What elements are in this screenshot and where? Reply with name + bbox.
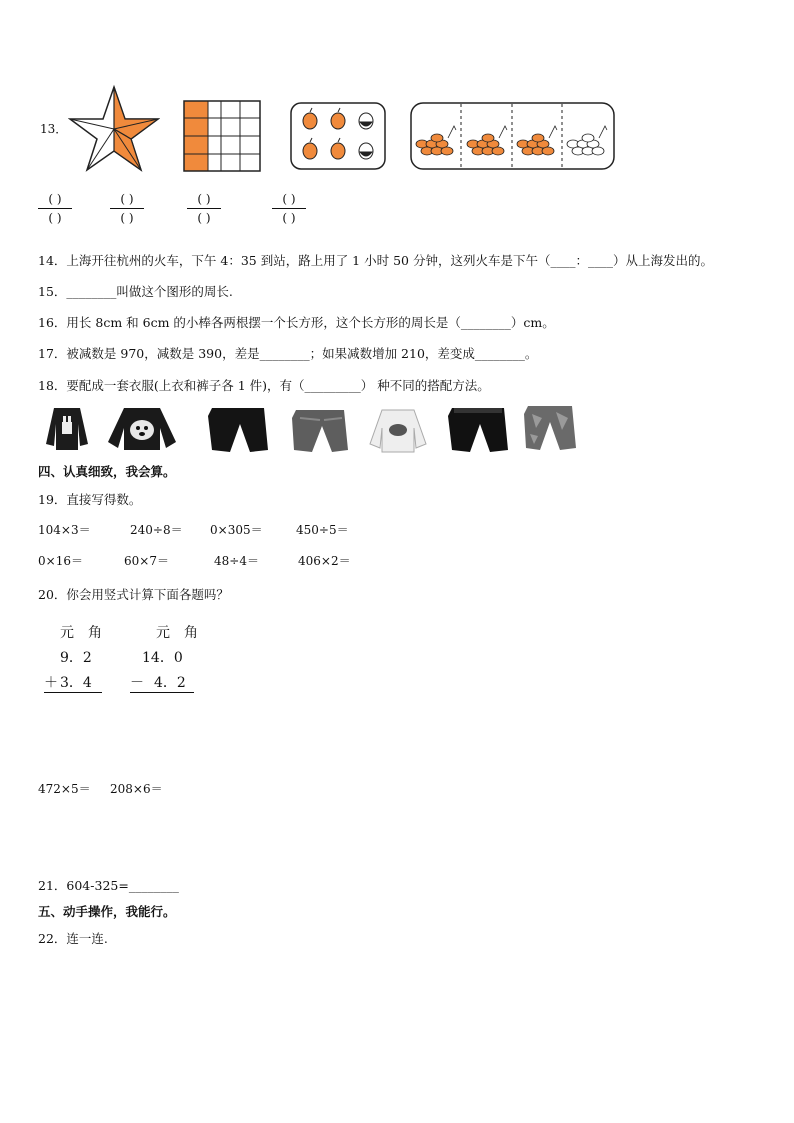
q14-text: 14．上海开往杭州的火车，下午 4：35 到站，路上用了 1 小时 50 分钟，这列火车是下午（____：____）从上海发出的。	[38, 253, 713, 268]
q19-item: 60×7＝	[124, 554, 169, 568]
black-pants-image	[206, 406, 270, 454]
denominator-blank[interactable]: ( )	[282, 211, 296, 225]
grid-figure	[183, 100, 261, 172]
calc-line-2: 3．4	[60, 675, 92, 691]
minus-sign: －	[130, 675, 144, 691]
q22-text: 22．连一连.	[38, 931, 108, 946]
vertical-calc-1	[44, 622, 104, 694]
q19-item: 0×305＝	[210, 523, 263, 537]
sweater-rabbit-image	[44, 404, 90, 452]
numerator-blank[interactable]: ( )	[187, 190, 221, 209]
unit-jiao: 角	[184, 625, 198, 641]
star-figure	[68, 84, 160, 172]
section-4-title: 四、认真细致，我会算。	[38, 464, 176, 479]
unit-jiao: 角	[88, 625, 102, 641]
q20-title: 20．你会用竖式计算下面各题吗？	[38, 587, 229, 602]
calc-line-1: 9．2	[60, 650, 92, 666]
q19-item: 450÷5＝	[296, 523, 349, 537]
vertical-calc-2	[130, 622, 200, 694]
white-sweater-image	[368, 406, 428, 454]
q20-extra-item: 208×6＝	[110, 782, 163, 796]
q13-answer-1[interactable]	[38, 190, 72, 227]
denominator-blank[interactable]: ( )	[197, 211, 211, 225]
q19-item: 48÷4＝	[214, 554, 259, 568]
q13-answer-2[interactable]	[110, 190, 144, 227]
q18-text: 18．要配成一套衣服(上衣和裤子各 1 件)，有（_________） 种不同的搭配方法。	[38, 378, 490, 393]
calc-line-1: 14．0	[142, 650, 183, 666]
black-pants-2-image	[446, 406, 510, 454]
q13-number: 13．	[40, 122, 68, 136]
gray-pants-image	[290, 408, 350, 454]
q19-item: 104×3＝	[38, 523, 91, 537]
sweater-dog-image	[106, 404, 178, 452]
q19-item: 406×2＝	[298, 554, 351, 568]
unit-yuan: 元	[156, 625, 170, 641]
camo-pants-image	[522, 404, 578, 452]
q17-text: 17．被减数是 970，减数是 390，差是________；如果减数增加 210，差变成________。	[38, 346, 538, 361]
q16-text: 16．用长 8cm 和 6cm 的小棒各两根摆一个长方形，这个长方形的周长是（________）cm。	[38, 315, 555, 330]
denominator-blank[interactable]: ( )	[48, 211, 62, 225]
denominator-blank[interactable]: ( )	[120, 211, 134, 225]
calc-line-2: 4．2	[154, 675, 186, 691]
numerator-blank[interactable]: ( )	[38, 190, 72, 209]
unit-yuan: 元	[60, 625, 74, 641]
plus-sign: ＋	[44, 675, 58, 691]
q19-title: 19．直接写得数。	[38, 492, 142, 507]
q13-answer-3[interactable]	[187, 190, 221, 227]
q19-item: 240÷8＝	[130, 523, 183, 537]
q21-text: 21．604-325=________	[38, 878, 179, 893]
q20-extra-item: 472×5＝	[38, 782, 91, 796]
q19-item: 0×16＝	[38, 554, 83, 568]
strawberry-box-figure	[290, 102, 386, 170]
section-5-title: 五、动手操作，我能行。	[38, 904, 176, 919]
numerator-blank[interactable]: ( )	[110, 190, 144, 209]
q15-text: 15．________叫做这个图形的周长.	[38, 284, 233, 299]
numerator-blank[interactable]: ( )	[272, 190, 306, 209]
grape-box-figure	[410, 102, 615, 170]
q13-answer-4[interactable]	[272, 190, 306, 227]
